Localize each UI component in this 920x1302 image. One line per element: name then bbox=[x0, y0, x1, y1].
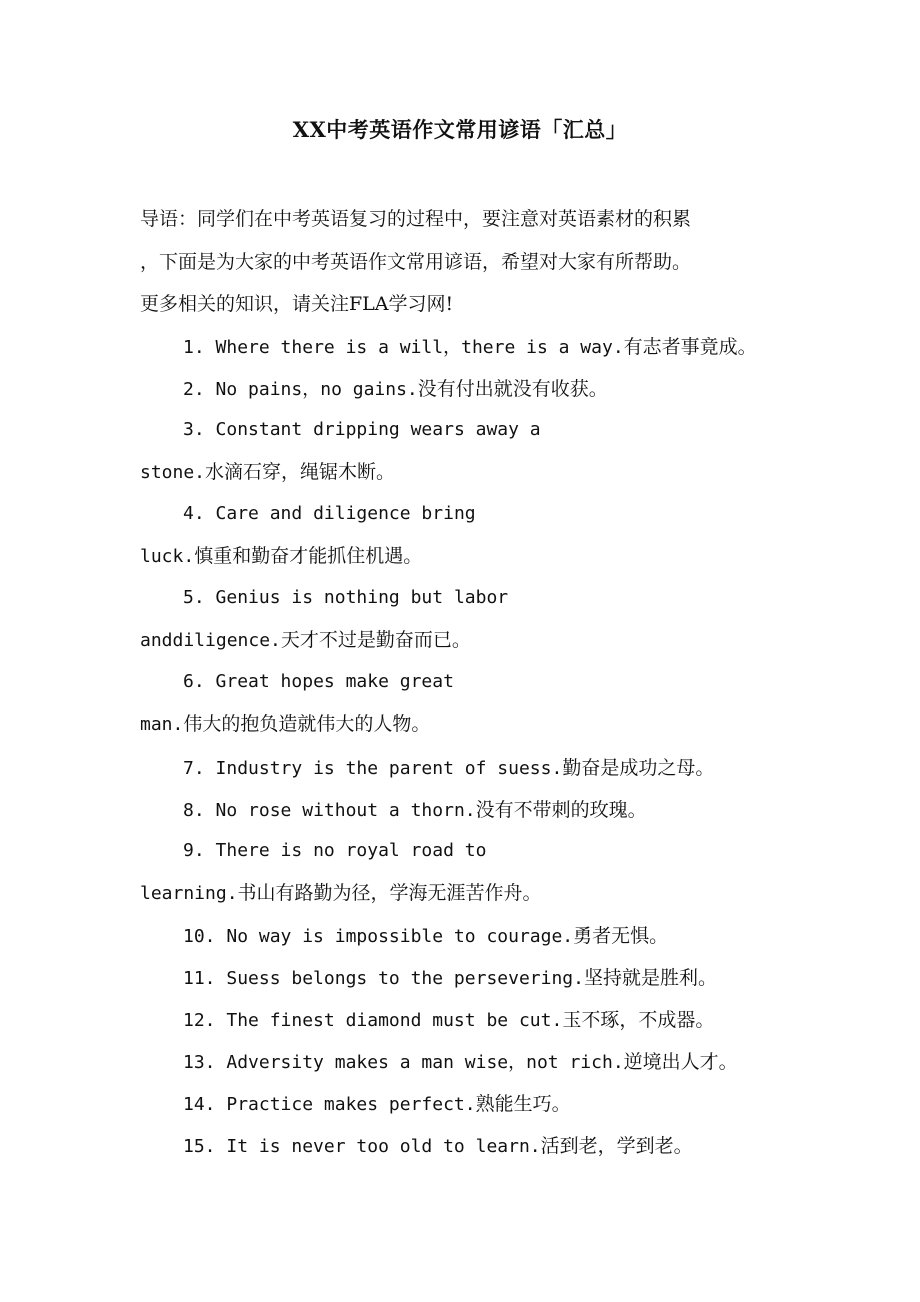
proverb-9-continued bbox=[140, 878, 542, 905]
proverb-14 bbox=[183, 1089, 571, 1116]
proverb-5-continued bbox=[140, 625, 471, 652]
proverb-number: 13. bbox=[183, 1052, 216, 1073]
proverb-3 bbox=[183, 419, 541, 440]
proverb-6 bbox=[183, 671, 454, 692]
proverb-chinese: 伟大的抱负造就伟大的人物。 bbox=[183, 713, 431, 735]
proverb-chinese: 书山有路勤为径，学海无涯苦作舟。 bbox=[237, 882, 542, 904]
proverb-english-tail: man. bbox=[140, 714, 184, 735]
proverb-number: 2. bbox=[183, 379, 205, 400]
proverb-chinese: 没有付出就没有收获。 bbox=[417, 378, 608, 400]
proverb-number: 8. bbox=[183, 800, 205, 821]
proverb-english: Constant dripping wears away a bbox=[215, 419, 541, 440]
proverb-6-continued bbox=[140, 709, 430, 736]
proverb-8 bbox=[183, 795, 647, 822]
proverb-number: 3. bbox=[183, 419, 205, 440]
proverb-english-tail: stone. bbox=[140, 462, 206, 483]
proverb-4-continued bbox=[140, 541, 422, 568]
proverb-number: 6. bbox=[183, 671, 205, 692]
proverb-number: 4. bbox=[183, 503, 205, 524]
proverb-chinese: 熟能生巧。 bbox=[475, 1093, 571, 1115]
proverb-english: Genius is nothing but labor bbox=[215, 587, 509, 608]
proverb-3-continued bbox=[140, 457, 395, 484]
proverb-english: Where there is a will，there is a way. bbox=[215, 337, 624, 358]
proverb-english-tail: anddiligence. bbox=[140, 630, 281, 651]
intro-line-1: 导语：同学们在中考英语复习的过程中，要注意对英语素材的积累 bbox=[140, 208, 692, 230]
proverb-english: Care and diligence bring bbox=[215, 503, 476, 524]
proverb-english: Practice makes perfect. bbox=[226, 1094, 476, 1115]
proverb-15 bbox=[183, 1131, 693, 1158]
proverb-number: 1. bbox=[183, 337, 205, 358]
proverb-7 bbox=[183, 753, 714, 780]
proverb-english-tail: learning. bbox=[140, 883, 238, 904]
proverb-number: 9. bbox=[183, 840, 205, 861]
proverb-english: Suess belongs to the persevering. bbox=[226, 968, 584, 989]
proverb-number: 14. bbox=[183, 1094, 216, 1115]
proverb-english: It is never too old to learn. bbox=[226, 1136, 541, 1157]
proverb-english: No way is impossible to courage. bbox=[226, 926, 574, 947]
proverb-2 bbox=[183, 374, 608, 401]
proverb-number: 5. bbox=[183, 587, 205, 608]
proverb-11 bbox=[183, 963, 717, 990]
proverb-chinese: 天才不过是勤奋而已。 bbox=[280, 629, 471, 651]
proverb-13 bbox=[183, 1047, 738, 1074]
proverb-number: 15. bbox=[183, 1136, 216, 1157]
proverb-10 bbox=[183, 921, 668, 948]
proverb-chinese: 活到老，学到老。 bbox=[540, 1135, 693, 1157]
proverb-chinese: 玉不琢，不成器。 bbox=[562, 1009, 715, 1031]
proverb-english: The finest diamond must be cut. bbox=[226, 1010, 563, 1031]
proverb-english: Great hopes make great bbox=[215, 671, 454, 692]
proverb-english: Adversity makes a man wise，not rich. bbox=[226, 1052, 624, 1073]
proverb-english-tail: luck. bbox=[140, 546, 195, 567]
proverb-english: No rose without a thorn. bbox=[215, 800, 476, 821]
proverb-chinese: 慎重和勤奋才能抓住机遇。 bbox=[194, 545, 423, 567]
proverb-english: There is no royal road to bbox=[215, 840, 487, 861]
proverb-chinese: 坚持就是胜利。 bbox=[583, 967, 717, 989]
proverb-chinese: 逆境出人才。 bbox=[623, 1051, 738, 1073]
intro-line-3: 更多相关的知识，请关注FLA学习网! bbox=[140, 293, 454, 315]
proverb-chinese: 没有不带刺的玫瑰。 bbox=[475, 799, 647, 821]
proverb-number: 12. bbox=[183, 1010, 216, 1031]
proverb-chinese: 水滴石穿，绳锯木断。 bbox=[205, 461, 396, 483]
proverb-12 bbox=[183, 1005, 714, 1032]
proverb-1 bbox=[183, 332, 757, 359]
proverb-number: 11. bbox=[183, 968, 216, 989]
proverb-number: 7. bbox=[183, 758, 205, 779]
proverb-chinese: 勤奋是成功之母。 bbox=[562, 757, 715, 779]
proverb-english: Industry is the parent of suess. bbox=[215, 758, 563, 779]
proverb-number: 10. bbox=[183, 926, 216, 947]
proverb-chinese: 勇者无惧。 bbox=[573, 925, 669, 947]
proverb-chinese: 有志者事竟成。 bbox=[623, 336, 757, 358]
document-title: XX中考英语作文常用谚语「汇总」 bbox=[292, 117, 628, 142]
proverb-4 bbox=[183, 503, 476, 524]
proverb-5 bbox=[183, 587, 508, 608]
proverb-english: No pains，no gains. bbox=[215, 379, 418, 400]
proverb-9 bbox=[183, 840, 486, 861]
intro-line-2: ，下面是为大家的中考英语作文常用谚语，希望对大家有所帮助。 bbox=[140, 251, 692, 273]
